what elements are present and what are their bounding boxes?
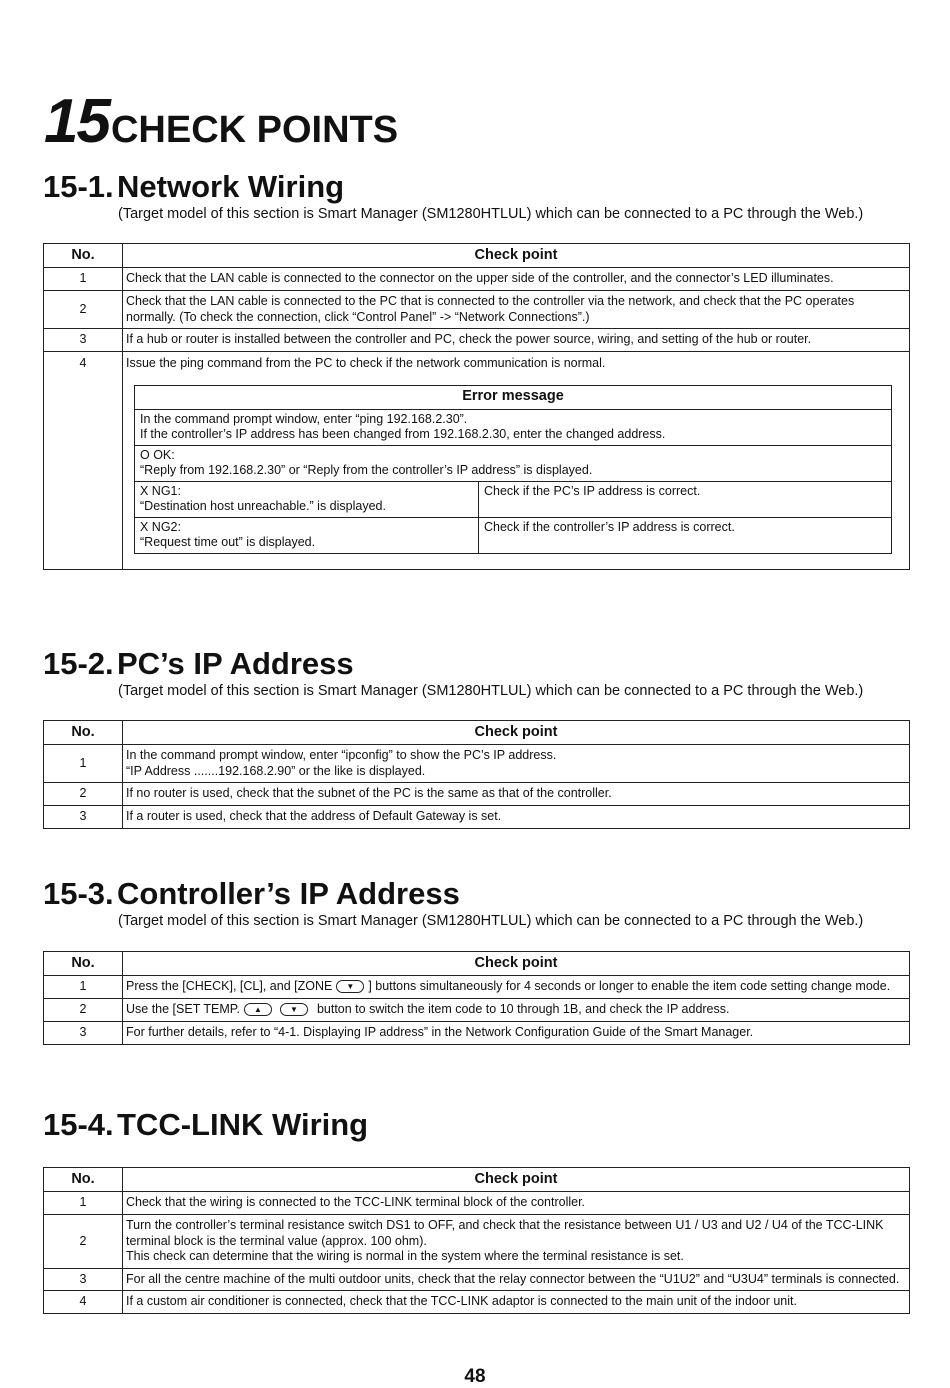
ng2-check: Check if the controller’s IP address is correct. — [479, 517, 892, 553]
section-title: Network Wiring — [117, 169, 345, 204]
col-header-check-point: Check point — [123, 244, 910, 268]
table-row — [44, 352, 910, 570]
row-text: Press the [CHECK], [CL], and [ZONE — [126, 979, 333, 993]
row-content — [123, 745, 910, 783]
section-heading-tcc-link-wiring — [43, 1107, 368, 1143]
row-number: 3 — [44, 1021, 123, 1044]
table-row — [44, 329, 910, 352]
row-text: In the command prompt window, enter “ipconfig” to show the PC’s IP address. — [126, 748, 557, 762]
col-header-no: No. — [44, 721, 123, 745]
row-number: 2 — [44, 291, 123, 329]
row-number: 3 — [44, 1268, 123, 1291]
section-heading-network-wiring — [43, 169, 344, 205]
col-header-no: No. — [44, 1168, 123, 1192]
row-text: Check that the wiring is connected to the TCC-LINK terminal block of the controller. — [123, 1192, 910, 1215]
table-row — [44, 1215, 910, 1269]
col-header-check-point: Check point — [123, 721, 910, 745]
pc-ip-address-table — [43, 720, 910, 829]
table-header-row — [44, 1168, 910, 1192]
table-row — [44, 268, 910, 291]
chapter-heading — [44, 86, 398, 157]
section-heading-pc-ip-address — [43, 646, 354, 682]
table-row — [44, 998, 910, 1021]
table-header-row — [44, 721, 910, 745]
row-number: 3 — [44, 329, 123, 352]
row-number: 1 — [44, 976, 123, 999]
row-number: 1 — [44, 745, 123, 783]
row-number: 3 — [44, 806, 123, 829]
section-number: 15-1. — [43, 169, 114, 204]
row-text: “IP Address .......192.168.2.90” or the like is displayed. — [126, 763, 426, 778]
row-text: This check can determine that the wiring is normal in the system where the terminal resistance is set. — [126, 1249, 684, 1263]
error-prompt-line: If the controller’s IP address has been changed from 192.168.2.30, enter the changed address. — [140, 427, 666, 441]
table-header-row — [44, 244, 910, 268]
ng1-check: Check if the PC’s IP address is correct. — [479, 481, 892, 517]
section-title: PC’s IP Address — [117, 646, 354, 681]
row-content — [123, 352, 910, 570]
row-text: If a custom air conditioner is connected, check that the TCC-LINK adaptor is connected to the main unit of the indoor unit. — [123, 1291, 910, 1314]
ok-cell — [135, 445, 892, 481]
row-number: 1 — [44, 1192, 123, 1215]
section-note: (Target model of this section is Smart Manager (SM1280HTLUL) which can be connected to a PC through the Web.) — [118, 206, 864, 222]
row-text: ] buttons simultaneously for 4 seconds or longer to enable the item code setting change mode. — [368, 979, 891, 993]
table-row — [44, 1192, 910, 1215]
ng1-text: “Destination host unreachable.” is displayed. — [140, 499, 386, 513]
error-prompt-line: In the command prompt window, enter “ping 192.168.2.30”. — [140, 411, 468, 426]
section-title: TCC-LINK Wiring — [117, 1107, 369, 1142]
ng1-cell — [135, 481, 479, 517]
table-row — [44, 1021, 910, 1044]
row-text: If a hub or router is installed between the controller and PC, check the power source, wiring, and setting of the hub or router. — [123, 329, 910, 352]
row-number: 1 — [44, 268, 123, 291]
section-title: Controller’s IP Address — [117, 876, 460, 911]
zone-down-button-icon: ▼ — [336, 980, 364, 993]
tcc-link-wiring-table — [43, 1167, 910, 1314]
table-row — [44, 745, 910, 783]
chapter-number: 15 — [44, 87, 109, 156]
ng1-label: X NG1: — [140, 483, 181, 498]
row-number: 2 — [44, 783, 123, 806]
row-text: button to switch the item code to 10 through 1B, and check the IP address. — [316, 1001, 730, 1016]
row-text: Issue the ping command from the PC to check if the network communication is normal. — [126, 356, 606, 370]
row-number: 2 — [44, 998, 123, 1021]
section-heading-controller-ip-address — [43, 876, 460, 912]
table-row — [44, 1268, 910, 1291]
network-wiring-table — [43, 243, 910, 570]
table-row — [44, 1291, 910, 1314]
section-note: (Target model of this section is Smart Manager (SM1280HTLUL) which can be connected to a PC through the Web.) — [118, 913, 864, 929]
row-content — [123, 976, 910, 999]
ok-label: O OK: — [140, 447, 175, 462]
row-number: 4 — [44, 1291, 123, 1314]
set-temp-up-button-icon: ▲ — [244, 1003, 272, 1016]
row-text: For further details, refer to “4-1. Displaying IP address” in the Network Configuration Guide of the Smart Manager. — [123, 1021, 910, 1044]
row-content — [123, 1215, 910, 1269]
row-text: Turn the controller’s terminal resistance switch DS1 to OFF, and check that the resistance between U1 / U3 and U2 / U4 of the TCC-LINK terminal block is the terminal value (approx. 100 ohm). — [126, 1218, 884, 1248]
col-header-check-point: Check point — [123, 1168, 910, 1192]
col-header-no: No. — [44, 952, 123, 976]
section-number: 15-3. — [43, 876, 114, 911]
table-row — [44, 976, 910, 999]
controller-ip-address-table — [43, 951, 910, 1045]
row-text: For all the centre machine of the multi outdoor units, check that the relay connector between the “U1U2” and “U3U4” terminals is connected. — [123, 1268, 910, 1291]
ok-text: “Reply from 192.168.2.30” or “Reply from the controller’s IP address” is displayed. — [140, 463, 593, 477]
table-row — [44, 806, 910, 829]
section-number: 15-4. — [43, 1107, 114, 1142]
ng2-label: X NG2: — [140, 519, 181, 534]
ng2-text: “Request time out” is displayed. — [140, 535, 316, 549]
chapter-title: CHECK POINTS — [110, 109, 399, 151]
page-number: 48 — [464, 1366, 486, 1387]
table-header-row — [44, 952, 910, 976]
col-header-check-point: Check point — [123, 952, 910, 976]
row-number: 4 — [44, 352, 123, 570]
set-temp-down-button-icon: ▼ — [280, 1003, 308, 1016]
ng2-cell — [135, 517, 479, 553]
row-number: 2 — [44, 1215, 123, 1269]
row-text: Use the [SET TEMP. — [126, 1001, 240, 1016]
table-row — [44, 783, 910, 806]
row-text: If no router is used, check that the subnet of the PC is the same as that of the controller. — [123, 783, 910, 806]
section-note: (Target model of this section is Smart Manager (SM1280HTLUL) which can be connected to a PC through the Web.) — [118, 683, 864, 699]
row-text: Check that the LAN cable is connected to the PC that is connected to the controller via the network, and check that the PC operates normally. (To check the connection, click “Control Panel” -> “Network Connections”.) — [123, 291, 910, 329]
table-row — [44, 291, 910, 329]
row-text: Check that the LAN cable is connected to the connector on the upper side of the controller, and the connector’s LED illuminates. — [123, 268, 910, 291]
error-message-header: Error message — [135, 385, 892, 409]
row-text: If a router is used, check that the address of Default Gateway is set. — [123, 806, 910, 829]
section-number: 15-2. — [43, 646, 114, 681]
row-content — [123, 998, 910, 1021]
error-prompt-cell — [135, 409, 892, 445]
col-header-no: No. — [44, 244, 123, 268]
error-message-table — [134, 385, 892, 554]
